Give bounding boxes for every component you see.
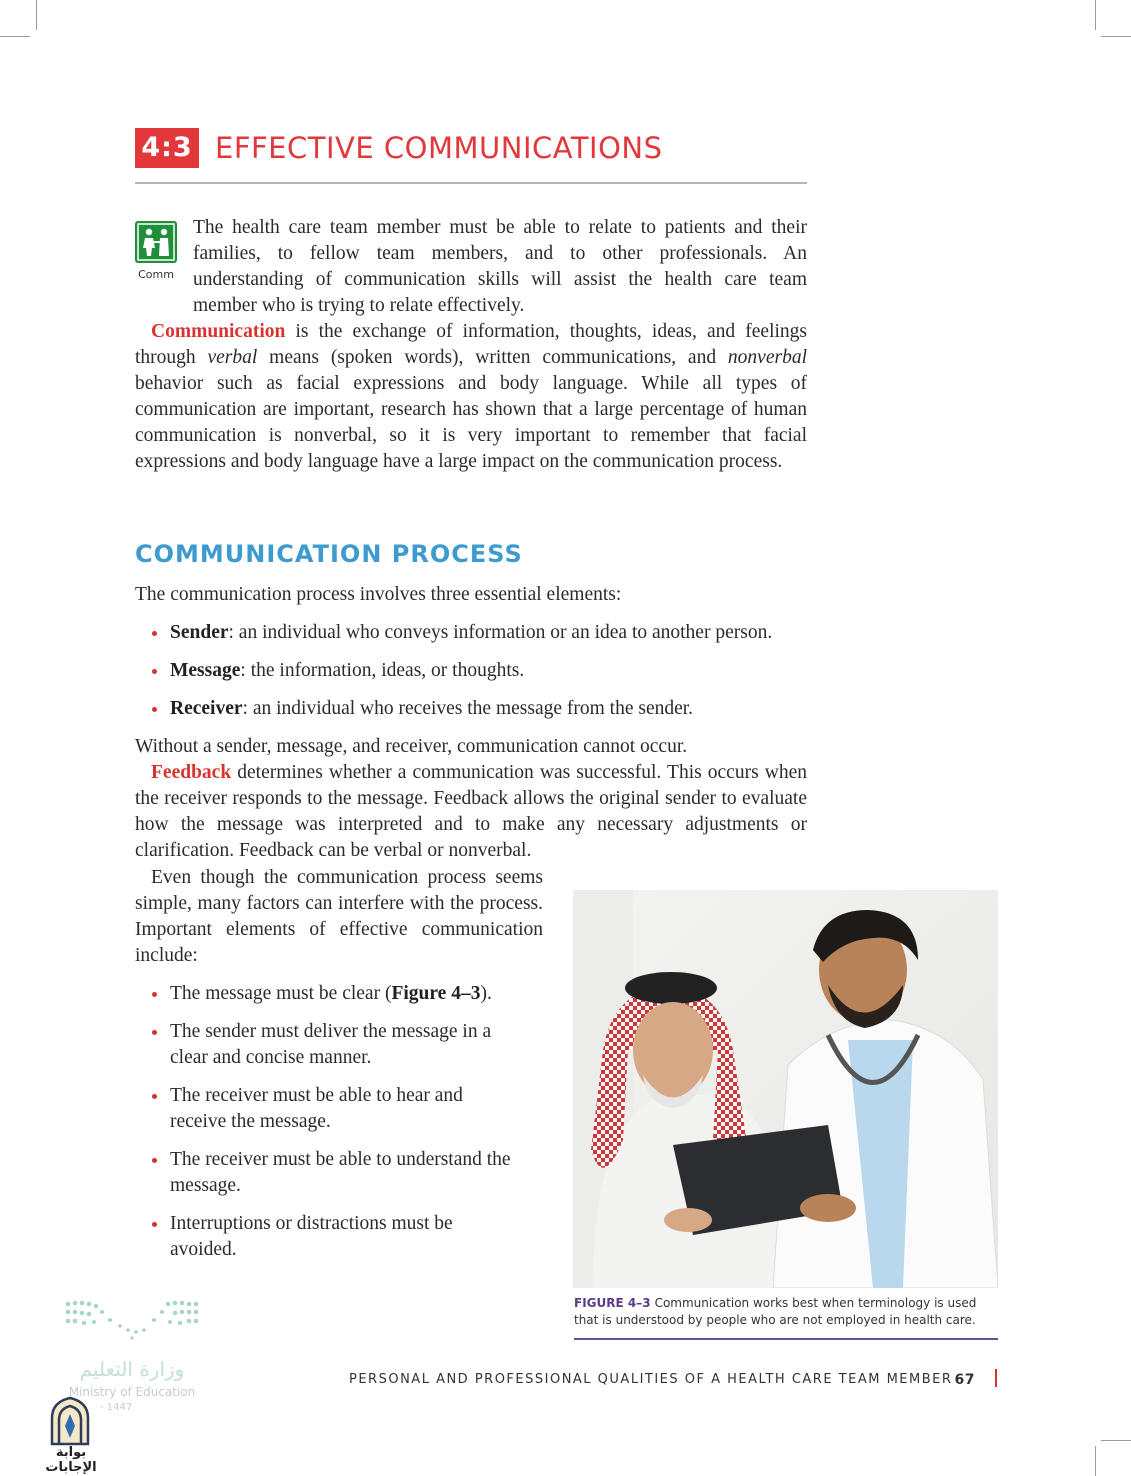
ministry-year: - 1447: [100, 1402, 133, 1413]
figure-photo: [573, 890, 998, 1288]
crop-mark: [1101, 1440, 1131, 1441]
list-item: The message must be clear (Figure 4–3).: [135, 981, 533, 1007]
crop-mark: [0, 36, 30, 37]
icon-label: Comm: [138, 268, 174, 281]
section-number: 4:3: [135, 128, 199, 168]
intro-paragraph: The health care team member must be able to relate to patients and their families, to fellow team members, and to other professionals. An understanding of communication skills will assist the health care team member who is trying to relate effectively.: [193, 217, 807, 316]
feedback-paragraph: Feedback determines whether a communication was successful. This occurs when the receiver responds to the message. Feedback allows the original sender to evaluate how the message was interpreted and to make any necessary adjustments or clarification. Feedback can be verbal or nonverbal.: [135, 762, 807, 861]
process-intro: The communication process involves three essential elements:: [135, 584, 622, 605]
term-communication: Communication: [151, 321, 286, 342]
crop-mark: [36, 0, 37, 30]
caption-rule: [574, 1338, 998, 1340]
figure-caption: [574, 1295, 998, 1329]
without-paragraph: Without a sender, message, and receiver, communication cannot occur.: [135, 736, 688, 757]
footer-bar: [995, 1369, 997, 1387]
crop-mark: [1095, 1446, 1096, 1476]
list-item: Receiver: an individual who receives the message from the sender.: [135, 696, 815, 722]
communication-icon: [135, 221, 177, 263]
definition-paragraph: Communication is the exchange of information, thoughts, ideas, and feelings through verbal means (spoken words), written communications, and nonverbal behavior such as facial expressions and body language. While all types of communication are important, research has shown that a large percentage of human communication is nonverbal, so it is very important to remember that facial expressions and body language have a large impact on the communication process.: [135, 321, 807, 472]
crop-mark: [1095, 0, 1096, 30]
list-item: Interruptions or distractions must be avoided.: [135, 1211, 490, 1263]
section-header: [135, 128, 807, 184]
site-watermark-text: بوابة الإجابات: [45, 1445, 97, 1475]
list-item: Message: the information, ideas, or thoughts.: [135, 658, 815, 684]
ministry-logo: [62, 1298, 202, 1342]
site-logo-icon: [48, 1396, 92, 1446]
caption-text: Communication works best when terminology is used that is understood by people who are not employed in health care.: [574, 1296, 977, 1327]
factors-paragraph: Even though the communication process seems simple, many factors can interfere with the process. Important elements of effective communication include:: [135, 867, 543, 966]
ministry-english: Ministry of Education: [68, 1385, 196, 1399]
running-head: PERSONAL AND PROFESSIONAL QUALITIES OF A HEALTH CARE TEAM MEMBER: [349, 1372, 953, 1387]
page-footer: [349, 1370, 989, 1390]
list-item: The receiver must be able to hear and receive the message.: [135, 1083, 510, 1135]
section-title: EFFECTIVE COMMUNICATIONS: [215, 131, 663, 165]
crop-mark: [1101, 36, 1131, 37]
ministry-arabic: وزارة التعليم: [79, 1357, 185, 1381]
list-item: The sender must deliver the message in a clear and concise manner.: [135, 1019, 533, 1071]
elements-list: [135, 620, 815, 722]
tips-list: [135, 981, 533, 1263]
list-item: Sender: an individual who conveys information or an idea to another person.: [135, 620, 815, 646]
page-number: 67: [954, 1372, 975, 1388]
subheading-communication-process: COMMUNICATION PROCESS: [135, 540, 523, 568]
term-feedback: Feedback: [151, 762, 232, 783]
list-item: The receiver must be able to understand the message.: [135, 1147, 530, 1199]
figure-label: FIGURE 4–3: [574, 1296, 651, 1310]
